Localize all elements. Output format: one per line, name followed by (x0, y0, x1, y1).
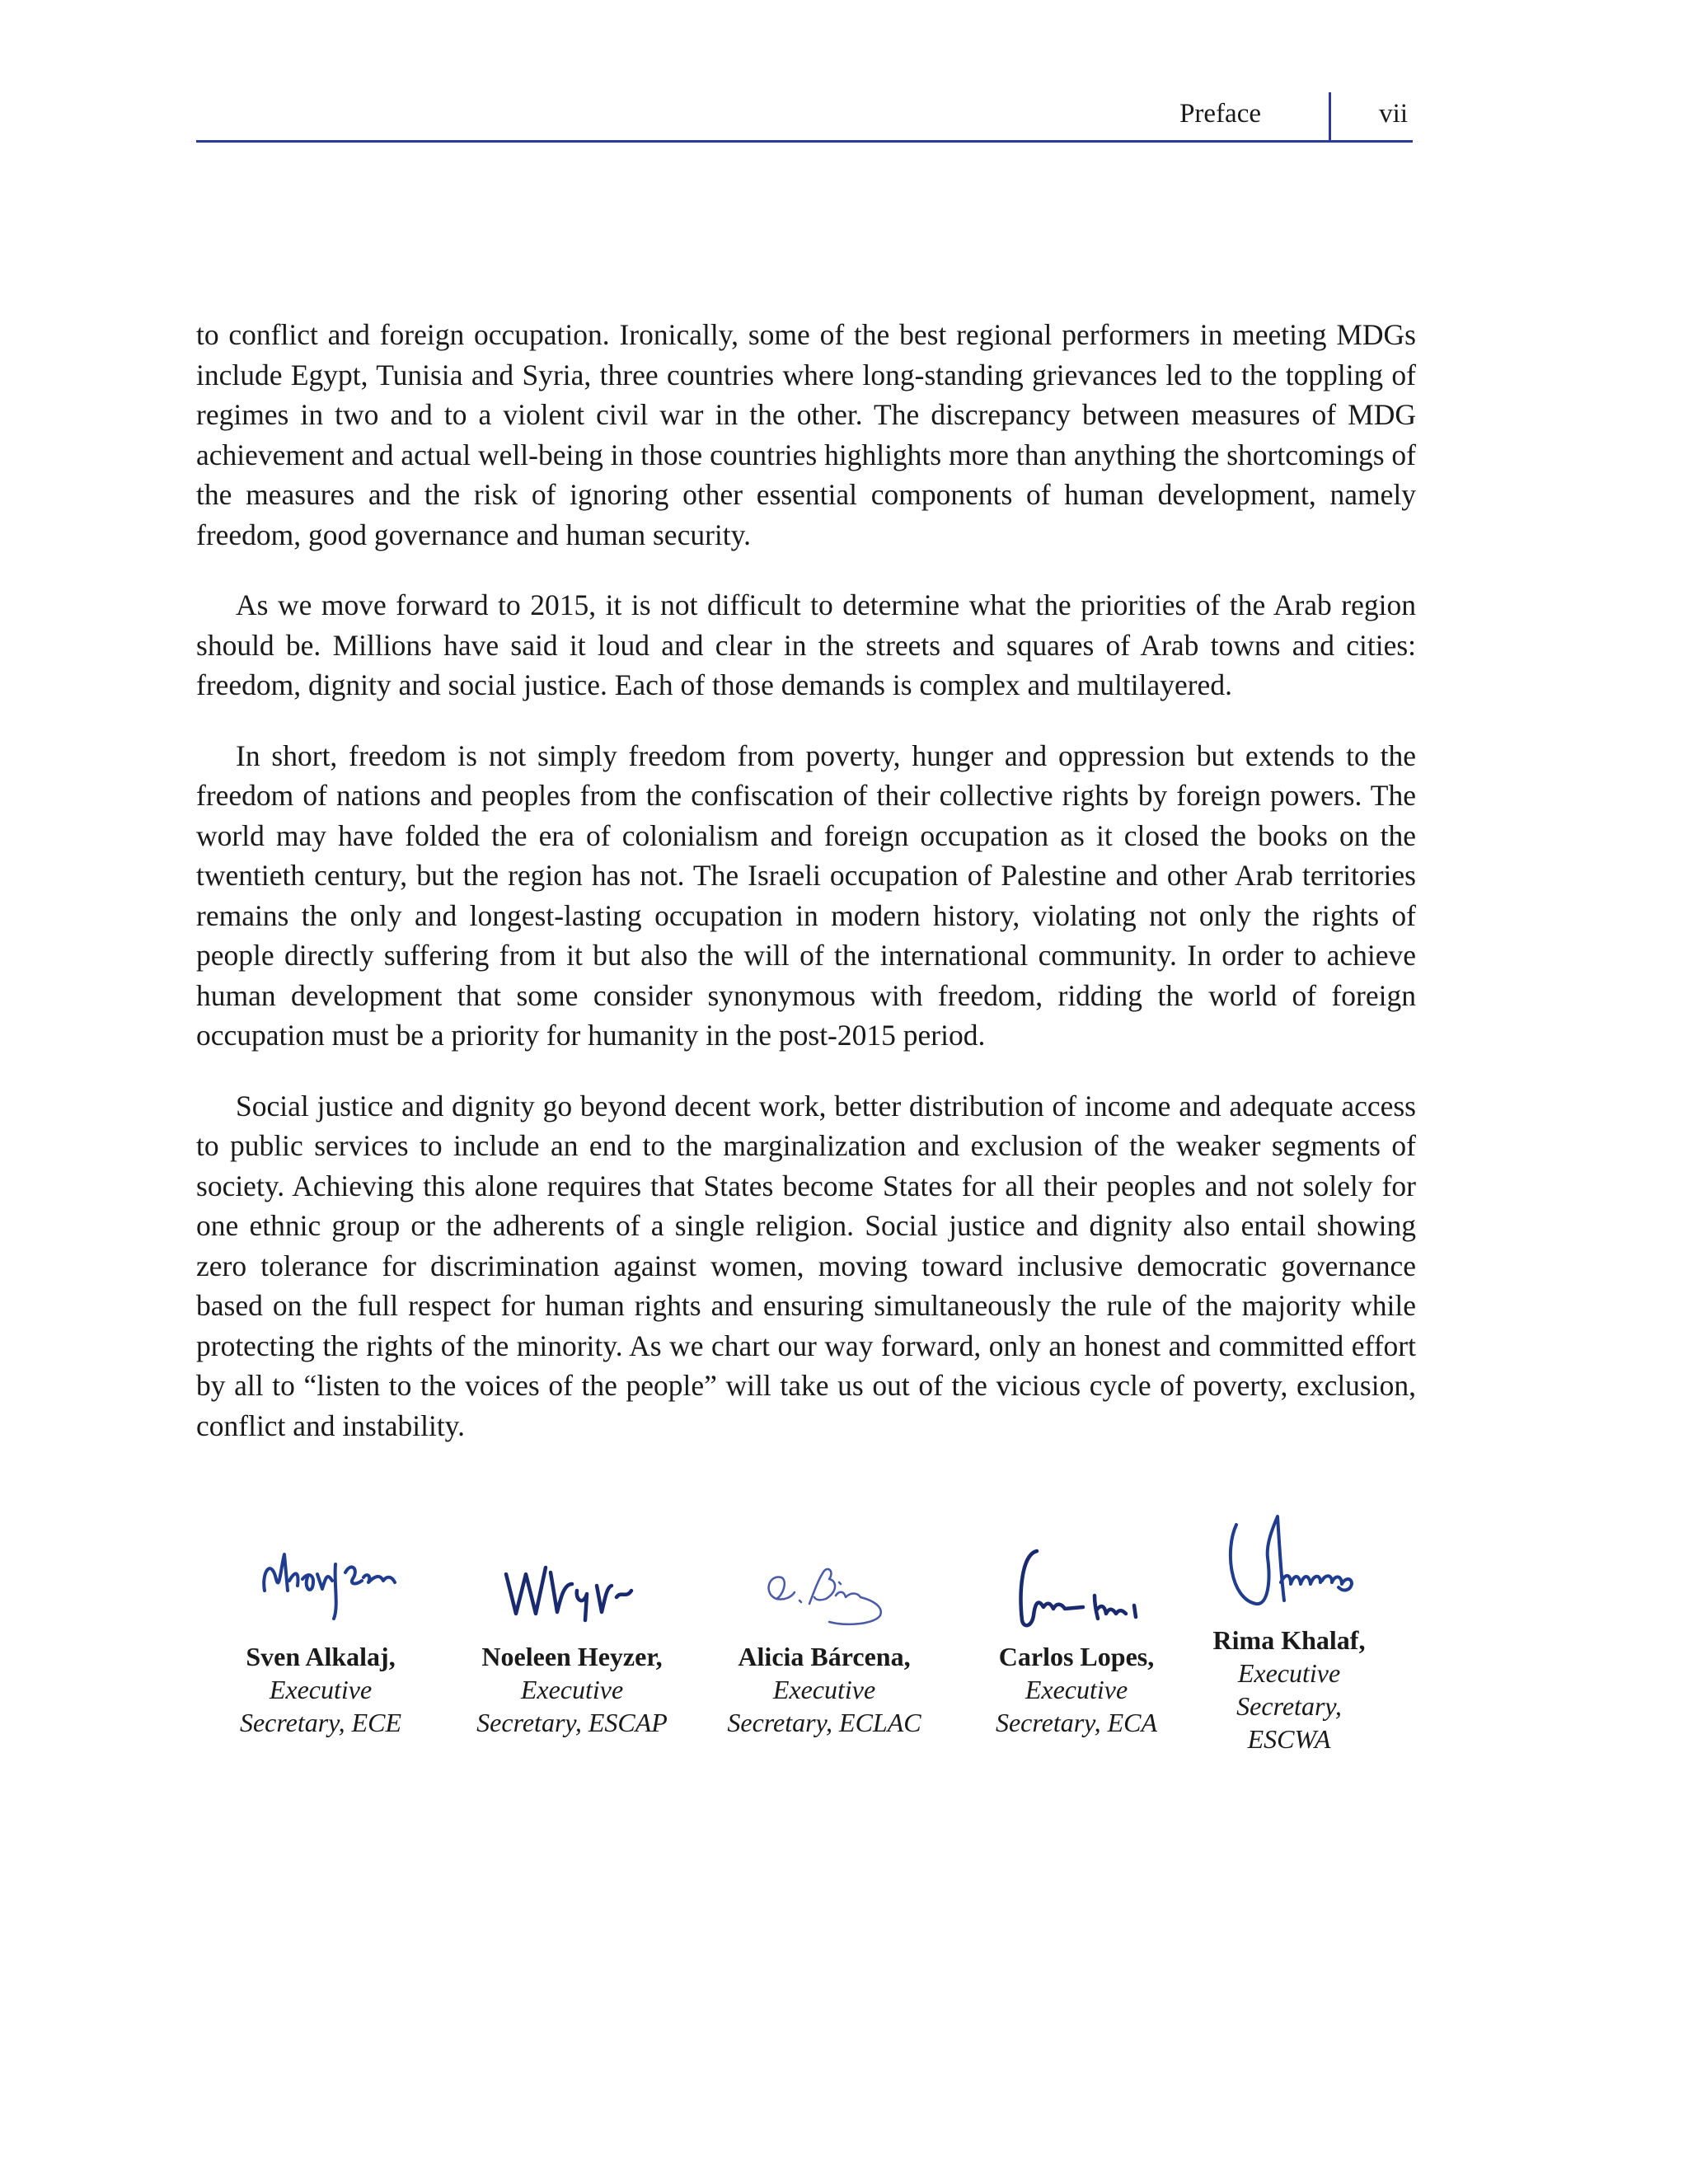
signature-block (196, 1475, 1416, 1772)
body-text (196, 315, 1416, 1476)
signatory-khalaf (1165, 1459, 1413, 1755)
signatory-title: Secretary, (1236, 1691, 1342, 1721)
handwritten-signature (230, 1475, 411, 1640)
signatory-title: ESCWA (1247, 1724, 1331, 1754)
signatory-title: Secretary, ESCAP (476, 1708, 668, 1737)
signatory-title: Secretary, ECA (995, 1708, 1158, 1737)
signatory-barcena (701, 1475, 948, 1739)
signatory-title: Executive (520, 1675, 624, 1704)
handwritten-signature (481, 1475, 663, 1640)
paragraph: In short, freedom is not simply freedom from poverty, hunger and oppression but extends to the freedom of nations and peoples from the confiscation of their collective rights by foreign powers. The world may have folded the era of colonialism and foreign occupation as it closed the books on the twentieth century, but the region has not. The Israeli occupation of Palestine and other Arab territories remains the only and longest-lasting occupation in modern history, violating not only the rights of people directly suffering from it but also the will of the international community. In order to achieve human development that some consider synonymous with freedom, ridding the world of foreign occupation must be a priority for humanity in the post-2015 period. (196, 738, 1416, 1052)
signatory-name: Alicia Bárcena, (738, 1642, 911, 1671)
signatory-title: Executive (1025, 1675, 1128, 1704)
signatory-name: Rima Khalaf, (1212, 1625, 1366, 1655)
page-header (196, 92, 1413, 143)
signatory-title: Executive (269, 1675, 373, 1704)
paragraph: As we move forward to 2015, it is not difficult to determine what the priorities of the Arab region should be. Millions have said it loud and clear in the streets and squares of Arab towns and cities: freedom, dignity and social justice. Each of those demands is complex and multilayered. (196, 588, 1416, 701)
paragraph: to conflict and foreign occupation. Ironically, some of the best regional performers in meeting MDGs include Egypt, Tunisia and Syria, three countries where long-standing grievances led to the toppling of regimes in two and to a violent civil war in the other. The discrepancy between measures of MDG achievement and actual well-being in those countries highlights more than anything the shortcomings of the measures and the risk of ignoring other essential components of human development, namely freedom, good governance and human security. (196, 318, 1416, 551)
page-number: vii (1379, 99, 1408, 129)
paragraph: Social justice and dignity go beyond decent work, better distribution of income and adequate access to public services to include an end to the marginalization and exclusion of the weaker segments of society. Achieving this alone requires that States become States for all their peoples and not solely for one ethnic group or the adherents of a single religion. Social justice and dignity also entail showing zero tolerance for discrimination against women, moving toward inclusive democratic governance based on the full respect for human rights and ensuring simultaneously the rule of the majority while protecting the rights of the minority. As we chart our way forward, only an honest and committed effort by all to “listen to the voices of the people” will take us out of the vicious cycle of poverty, exclusion, conflict and instability. (196, 1089, 1416, 1442)
signatory-title: Executive (1237, 1658, 1341, 1688)
signatory-title: Executive (772, 1675, 876, 1704)
handwritten-signature (986, 1475, 1167, 1640)
header-section-title: Preface (1179, 99, 1261, 129)
signatory-heyzer (448, 1475, 696, 1739)
signatory-name: Sven Alkalaj, (246, 1642, 396, 1671)
signatory-name: Noeleen Heyzer, (481, 1642, 663, 1671)
signatory-alkalaj (197, 1475, 444, 1739)
signatory-name: Carlos Lopes, (998, 1642, 1155, 1671)
handwritten-signature (1198, 1459, 1380, 1624)
signatory-title: Secretary, ECE (239, 1708, 402, 1737)
header-divider (1329, 92, 1331, 140)
signatory-title: Secretary, ECLAC (727, 1708, 921, 1737)
signatory-lopes (953, 1475, 1200, 1739)
handwritten-signature (734, 1475, 915, 1640)
